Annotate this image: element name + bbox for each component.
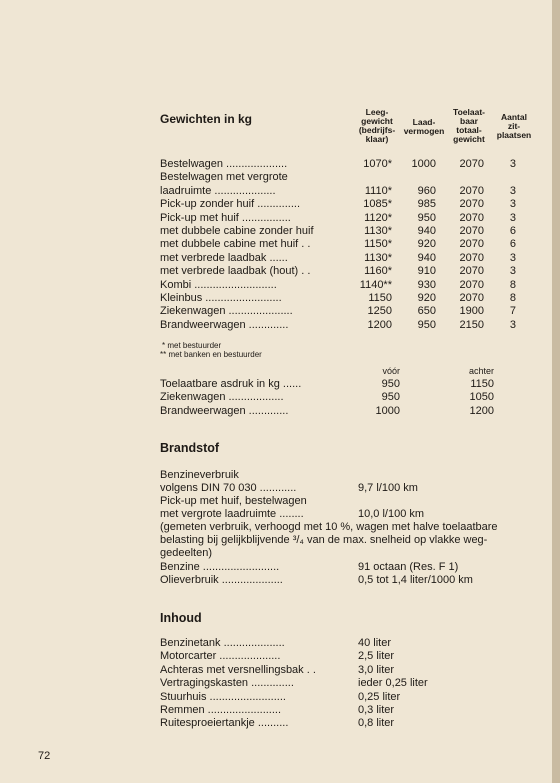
fuel-line-1: Benzineverbruik — [160, 469, 239, 481]
col-header-gross-weight: Toelaat- baar totaal- gewicht — [453, 107, 485, 144]
fuel-row-label: Olieverbruik .................... — [160, 574, 283, 587]
contents-row-label: Ruitesproeiertankje .......... — [160, 717, 289, 730]
axle-row-label: Ziekenwagen .................. — [160, 391, 284, 404]
weights-row-label: Ziekenwagen ..................... — [160, 305, 293, 318]
weights-cell-3: 2070 — [459, 158, 484, 170]
weights-row-label: met dubbele cabine met huif . . — [160, 238, 311, 251]
contents-row-label: Benzinetank .................... — [160, 637, 285, 649]
weights-cell-4: 8 — [509, 292, 516, 304]
axle-rear-value: 1150 — [470, 378, 494, 390]
axle-header-rear: achter — [468, 366, 494, 376]
fuel-row-value: 91 octaan (Res. F 1) — [358, 561, 459, 573]
weights-cell-2: 920 — [417, 238, 436, 251]
weights-row-label: met dubbele cabine zonder huif — [160, 225, 314, 237]
weights-cell-3: 2070 — [459, 238, 484, 251]
footnote-2: ** met banken en bestuurder — [160, 350, 262, 359]
weights-row-label: Brandweerwagen ............. — [160, 318, 289, 331]
axle-row-label: Toelaatbare asdruk in kg ...... — [160, 378, 302, 390]
weights-cell-2: 930 — [417, 278, 436, 291]
weights-cell-3: 2070 — [459, 211, 484, 224]
weights-cell-2: 960 — [417, 184, 436, 197]
weights-cell-4: 3 — [509, 184, 516, 197]
fuel-note-paragraph: (gemeten verbruik, verhoogd met 10 %, wagen met halve toelaatbare belasting bij gelijkblijvende ³/₄ van de max. snelheid op vlakke weg- gedeelten) — [160, 521, 498, 559]
weights-cell-2: 940 — [417, 225, 436, 237]
weights-cell-1: 1085* — [363, 198, 392, 211]
weights-cell-4: 3 — [509, 251, 516, 264]
axle-front-value: 1000 — [375, 404, 400, 417]
weights-cell-1: 1130* — [364, 251, 392, 264]
weights-cell-3: 2150 — [459, 318, 484, 331]
fuel-line-3: Pick-up met huif, bestelwagen — [160, 495, 307, 507]
contents-row-value: 3,0 liter — [358, 663, 395, 676]
contents-row-value: 0,3 liter — [358, 704, 395, 716]
axle-rear-value: 1200 — [469, 404, 494, 417]
contents-row-value: 40 liter — [358, 637, 392, 649]
weights-row-label: Kombi ........................... — [160, 278, 277, 291]
axle-rear-value: 1050 — [469, 391, 494, 404]
weights-cell-4: 3 — [509, 265, 516, 278]
weights-cell-2: 985 — [417, 198, 436, 211]
fuel-title: Brandstof — [160, 441, 220, 455]
weights-cell-1: 1150* — [364, 238, 392, 251]
col-header-seats: Aantal zit- plaatsen — [496, 112, 532, 140]
weights-cell-1: 1150 — [368, 292, 392, 304]
contents-row-value: 0,8 liter — [358, 717, 395, 730]
weights-cell-4: 3 — [509, 198, 516, 211]
weights-row-label: Pick-up met huif ................ — [160, 211, 291, 224]
weights-row-label: Bestelwagen .................... — [160, 158, 288, 170]
weights-row-label: laadruimte .................... — [160, 184, 276, 197]
weights-title: Gewichten in kg — [160, 112, 253, 126]
weights-row-label: Kleinbus ......................... — [160, 292, 282, 304]
axle-row-label: Brandweerwagen ............. — [160, 404, 289, 417]
weights-cell-1: 1160* — [364, 265, 392, 278]
contents-row-value: ieder 0,25 liter — [358, 677, 428, 690]
fuel-row-label: Benzine ......................... — [160, 561, 280, 573]
weights-cell-3: 2070 — [459, 251, 484, 264]
weights-cell-3: 2070 — [459, 184, 484, 197]
weights-cell-4: 7 — [509, 305, 516, 318]
weights-row-label: Bestelwagen met vergrote — [160, 171, 288, 184]
weights-cell-1: 1070* — [363, 158, 392, 170]
axle-header-front: vóór — [382, 366, 400, 376]
weights-cell-3: 1900 — [459, 305, 484, 318]
weights-cell-1: 1250 — [367, 305, 392, 318]
footnote-1: * met bestuurder — [162, 341, 222, 350]
weights-cell-2: 1000 — [411, 158, 436, 170]
weights-cell-1: 1110* — [364, 184, 392, 197]
fuel-row-value: 0,5 tot 1,4 liter/1000 km — [358, 574, 473, 587]
weights-cell-3: 2070 — [459, 278, 484, 291]
weights-row-label: met verbrede laadbak (hout) . . — [160, 265, 311, 278]
fuel-line-2-value: 9,7 l/100 km — [358, 482, 418, 494]
weights-cell-4: 6 — [509, 238, 516, 251]
weights-row-label: met verbrede laadbak ...... — [160, 251, 288, 264]
contents-row-label: Remmen ........................ — [160, 704, 282, 716]
weights-cell-3: 2070 — [459, 292, 484, 304]
contents-row-value: 0,25 liter — [358, 690, 401, 703]
col-header-load-capacity: Laad- vermogen — [403, 117, 445, 136]
page-number: 72 — [38, 750, 51, 762]
contents-row-value: 2,5 liter — [358, 650, 395, 663]
fuel-line-2: volgens DIN 70 030 ............ — [160, 482, 297, 494]
weights-cell-4: 8 — [509, 278, 516, 291]
fuel-line-4: met vergrote laadruimte ........ — [160, 508, 304, 520]
weights-cell-1: 1200 — [367, 318, 392, 331]
weights-cell-2: 910 — [417, 265, 436, 278]
page-edge — [552, 0, 560, 783]
weights-cell-3: 2070 — [459, 198, 484, 211]
weights-cell-2: 650 — [417, 305, 436, 318]
weights-cell-4: 3 — [509, 211, 516, 224]
weights-cell-2: 920 — [417, 292, 436, 304]
weights-cell-4: 3 — [509, 158, 516, 170]
weights-cell-1: 1140** — [359, 278, 392, 291]
contents-row-label: Achteras met versnellingsbak . . — [160, 663, 316, 676]
weights-cell-2: 940 — [417, 251, 436, 264]
contents-title: Inhoud — [160, 611, 202, 625]
axle-front-value: 950 — [381, 378, 400, 390]
contents-row-label: Motorcarter .................... — [160, 650, 281, 663]
fuel-line-4-value: 10,0 l/100 km — [358, 508, 425, 520]
weights-cell-1: 1130* — [364, 225, 392, 237]
axle-front-value: 950 — [381, 391, 400, 404]
contents-row-label: Vertragingskasten .............. — [160, 677, 294, 690]
contents-row-label: Stuurhuis ......................... — [160, 690, 286, 703]
weights-row-label: Pick-up zonder huif .............. — [160, 198, 301, 211]
col-header-empty-weight: Leeg- gewicht (bedrijfs- klaar) — [358, 107, 396, 144]
weights-cell-2: 950 — [417, 211, 436, 224]
weights-cell-4: 3 — [509, 318, 516, 331]
weights-cell-2: 950 — [417, 318, 436, 331]
weights-cell-1: 1120* — [364, 211, 392, 224]
weights-cell-3: 2070 — [459, 225, 484, 237]
weights-cell-3: 2070 — [459, 265, 484, 278]
weights-cell-4: 6 — [509, 225, 516, 237]
